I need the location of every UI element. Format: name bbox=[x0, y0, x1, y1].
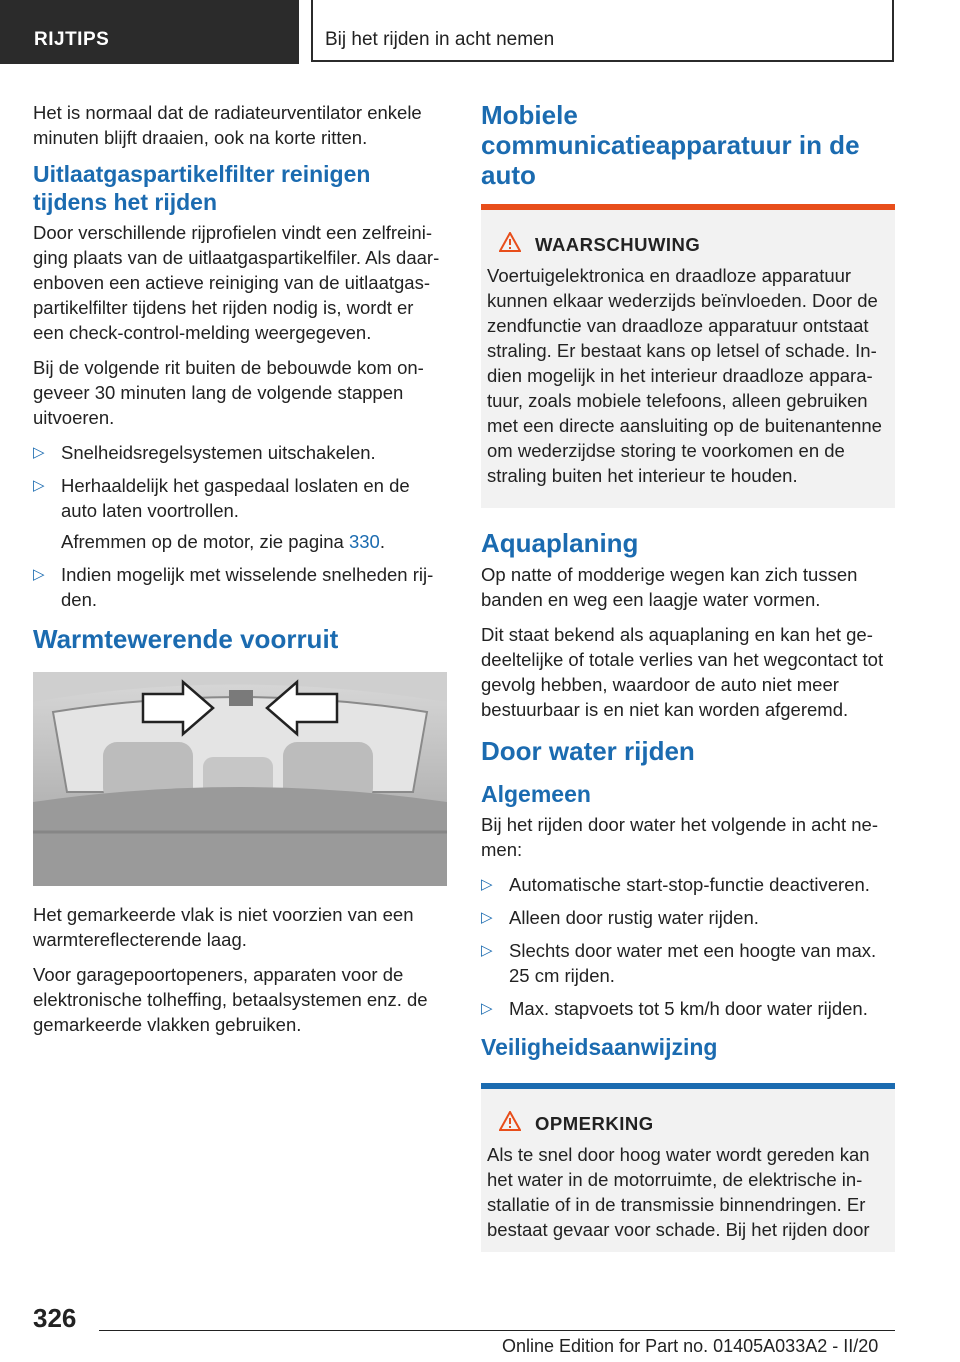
header-title-box bbox=[311, 0, 894, 62]
page-number: 326 bbox=[33, 1303, 77, 1333]
windshield-heading: Warmtewerende voorruit bbox=[33, 624, 339, 654]
warning-triangle-icon bbox=[499, 232, 521, 257]
list-item: ▷ Slechts door water met een hoogte van max. 25 cm rijden. bbox=[481, 940, 877, 986]
list-item: ▷ Automatische start-stop-functie deactiveren. bbox=[481, 874, 870, 895]
list-item: ▷ Max. stapvoets tot 5 km/h door water rijden. bbox=[481, 998, 868, 1019]
triangle-right-icon: ▷ bbox=[481, 942, 493, 959]
note-box bbox=[481, 1083, 895, 1252]
list-item: ▷ Alleen door rustig water rijden. bbox=[481, 907, 759, 928]
header-section-label: RIJTIPS bbox=[34, 29, 110, 50]
triangle-right-icon: ▷ bbox=[33, 477, 45, 494]
right-column bbox=[481, 100, 895, 1252]
aquaplaning-paragraph-2: Dit staat bekend als aquaplaning en kan het gedeeltelijke of totale verlies van het wegcontact tot gevolg hebben, waardoor de auto niet meer bestuurbaar is en niet kan worden afgeremd. bbox=[481, 624, 884, 720]
list-item: ▷ Snelheidsregelsystemen uitschakelen. bbox=[33, 442, 376, 463]
intro-paragraph: Het is normaal dat de radiateurventilator enkele minuten blijft draaien, ook na korte ritten. bbox=[33, 102, 422, 148]
windshield-illustration bbox=[33, 672, 447, 886]
warning-text: Voertuigelektronica en draadloze apparatuur kunnen elkaar wederzijds beïnvloeden. Door de zendfunctie van draadloze apparatuur ontstaat straling. Er bestaat kans op letsel of schade. Indien mogelijk in het interieur draadloze apparatuur, zoals mobiele telefoons, alleen gebruiken met een directe aansluiting op de buitenantenne om wederzijdse storing te voorkomen en de straling buiten het interieur te houden. bbox=[487, 265, 882, 486]
filter-paragraph-2: Bij de volgende rit buiten de bebouwde kom ongeveer 30 minuten lang de volgende stappen uitvoeren. bbox=[33, 357, 424, 428]
filter-heading: Uitlaatgaspartikelfilter reinigen tijdens het rijden bbox=[33, 161, 371, 215]
windshield-paragraph-2: Voor garagepoortopeners, apparaten voor de elektronische tolheffing, betaalsystemen enz. de gemarkeerde vlakken gebruiken. bbox=[33, 964, 428, 1035]
list-item-note: Afremmen op de motor, zie pagina 330. bbox=[61, 531, 385, 552]
general-paragraph: Bij het rijden door water het volgende in acht nemen: bbox=[481, 814, 878, 860]
footer-divider bbox=[99, 1330, 895, 1331]
mobile-heading: Mobiele communicatieapparatuur in de auto bbox=[481, 100, 860, 190]
list-item: ▷ Indien mogelijk met wisselende snelheden rijden. bbox=[33, 564, 434, 610]
filter-steps-list bbox=[33, 440, 449, 612]
note-title-row bbox=[487, 1111, 889, 1136]
triangle-right-icon: ▷ bbox=[33, 566, 45, 583]
water-steps-list bbox=[481, 872, 895, 1021]
windshield-paragraph-1: Het gemarkeerde vlak is niet voorzien van een warmtereflecterende laag. bbox=[33, 904, 414, 950]
warning-box bbox=[481, 204, 895, 508]
list-item: ▷ Herhaaldelijk het gaspedaal loslaten en de auto laten voortrollen. Afremmen op de motor, zie pagina 330. bbox=[33, 473, 449, 554]
left-column bbox=[33, 100, 449, 1047]
warning-title-row bbox=[487, 232, 889, 257]
aquaplaning-paragraph-1: Op natte of modderige wegen kan zich tussen banden en weg een laagje water vormen. bbox=[481, 564, 858, 610]
triangle-right-icon: ▷ bbox=[481, 909, 493, 926]
header-title: Bij het rijden in acht nemen bbox=[325, 29, 555, 50]
safety-heading: Veiligheidsaanwijzing bbox=[481, 1034, 718, 1060]
footer-edition: Online Edition for Part no. 01405A033A2 - II/20 bbox=[502, 1336, 879, 1356]
warning-title: WAARSCHUWING bbox=[535, 233, 701, 255]
water-heading: Door water rijden bbox=[481, 736, 695, 766]
warning-triangle-icon bbox=[499, 1111, 521, 1136]
page-reference-link[interactable]: 330 bbox=[348, 531, 380, 552]
note-title: OPMERKING bbox=[535, 1112, 654, 1134]
note-text: Als te snel door hoog water wordt gereden kan het water in de motorruimte, de elektrische installatie of in de transmissie binnendringen. Er bestaat gevaar voor schade. Bij het rijden door bbox=[487, 1144, 870, 1240]
triangle-right-icon: ▷ bbox=[33, 444, 45, 461]
triangle-right-icon: ▷ bbox=[481, 1000, 493, 1017]
aquaplaning-heading: Aquaplaning bbox=[481, 528, 639, 558]
triangle-right-icon: ▷ bbox=[481, 876, 493, 893]
general-heading: Algemeen bbox=[481, 781, 591, 807]
filter-paragraph-1: Door verschillende rijprofielen vindt een zelfreiniging plaats van de uitlaatgaspartikelfiler. Als daarenboven een actieve reiniging van de uitlaatgaspartikelfilter tijdens het rijden nodig is, wordt er een check-control-melding weergegeven. bbox=[33, 222, 440, 343]
header-section-tab bbox=[0, 0, 299, 64]
